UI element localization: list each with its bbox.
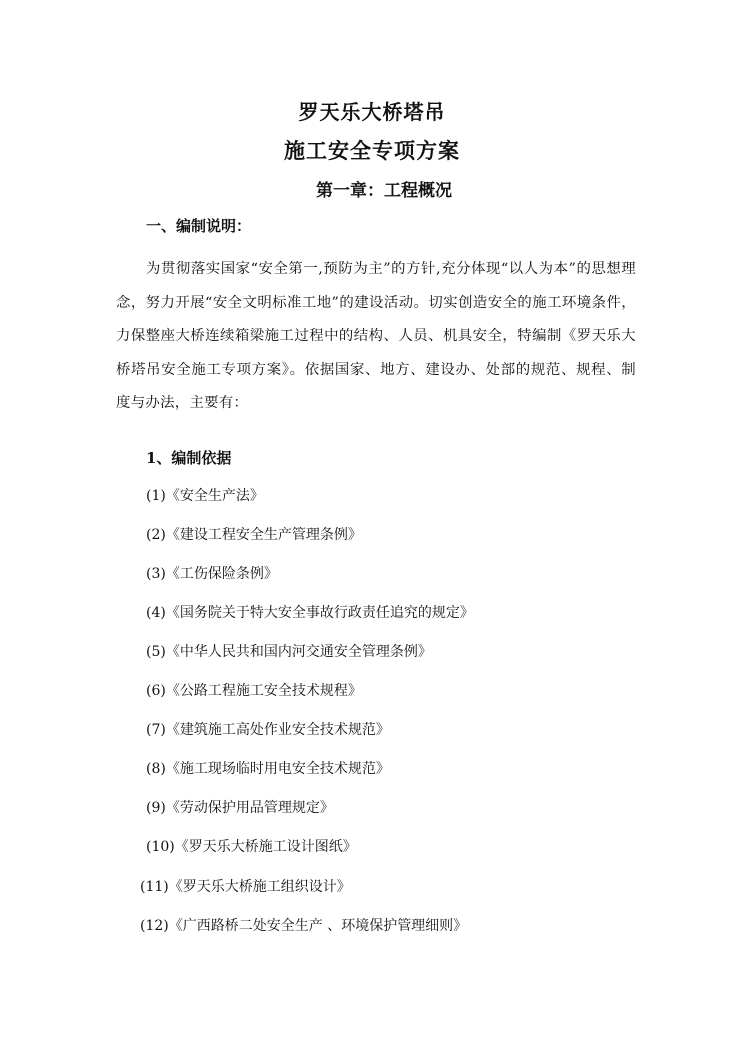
basis-item-12: (12)《广西路桥二处安全生产 、环境保护管理细则》 [140, 918, 468, 934]
section-heading: 一、编制说明： [146, 217, 252, 235]
document-title-line2: 施工安全专项方案 [284, 138, 460, 163]
basis-item-3: (3)《工伤保险条例》 [146, 566, 278, 582]
basis-item-7: (7)《建筑施工高处作业安全技术规范》 [146, 722, 390, 738]
basis-item-9: (9)《劳动保护用品管理规定》 [146, 800, 334, 816]
basis-item-4: (4)《国务院关于特大安全事故行政责任追究的规定》 [146, 605, 474, 621]
basis-item-10: (10)《罗天乐大桥施工设计图纸》 [146, 839, 357, 855]
basis-item-11: (11)《罗天乐大桥施工组织设计》 [140, 879, 351, 895]
basis-item-2: (2)《建设工程安全生产管理条例》 [146, 527, 362, 543]
intro-paragraph: 为贯彻落实国家“安全第一,预防为主”的方针,充分体现“以人为本”的思想理念，努力开展“安全文明标准工地”的建设活动。切实创造安全的施工环境条件，力保整座大桥连续箱梁施工过程中的结构、人员、机具安全，特编制《罗天乐大桥塔吊安全施工专项方案》。依据国家、地方、建设办、处部的规范、规程、制度与办法，主要有： [116, 261, 636, 411]
basis-item-1: (1)《安全生产法》 [146, 488, 264, 504]
document-title-line1: 罗天乐大桥塔吊 [298, 100, 446, 124]
chapter-heading: 第一章：工程概况 [316, 181, 452, 201]
basis-item-6: (6)《公路工程施工安全技术规程》 [146, 683, 362, 699]
basis-item-5: (5)《中华人民共和国内河交通安全管理条例》 [146, 644, 432, 660]
basis-heading: 1、编制依据 [146, 449, 232, 467]
basis-item-8: (8)《施工现场临时用电安全技术规范》 [146, 761, 390, 777]
